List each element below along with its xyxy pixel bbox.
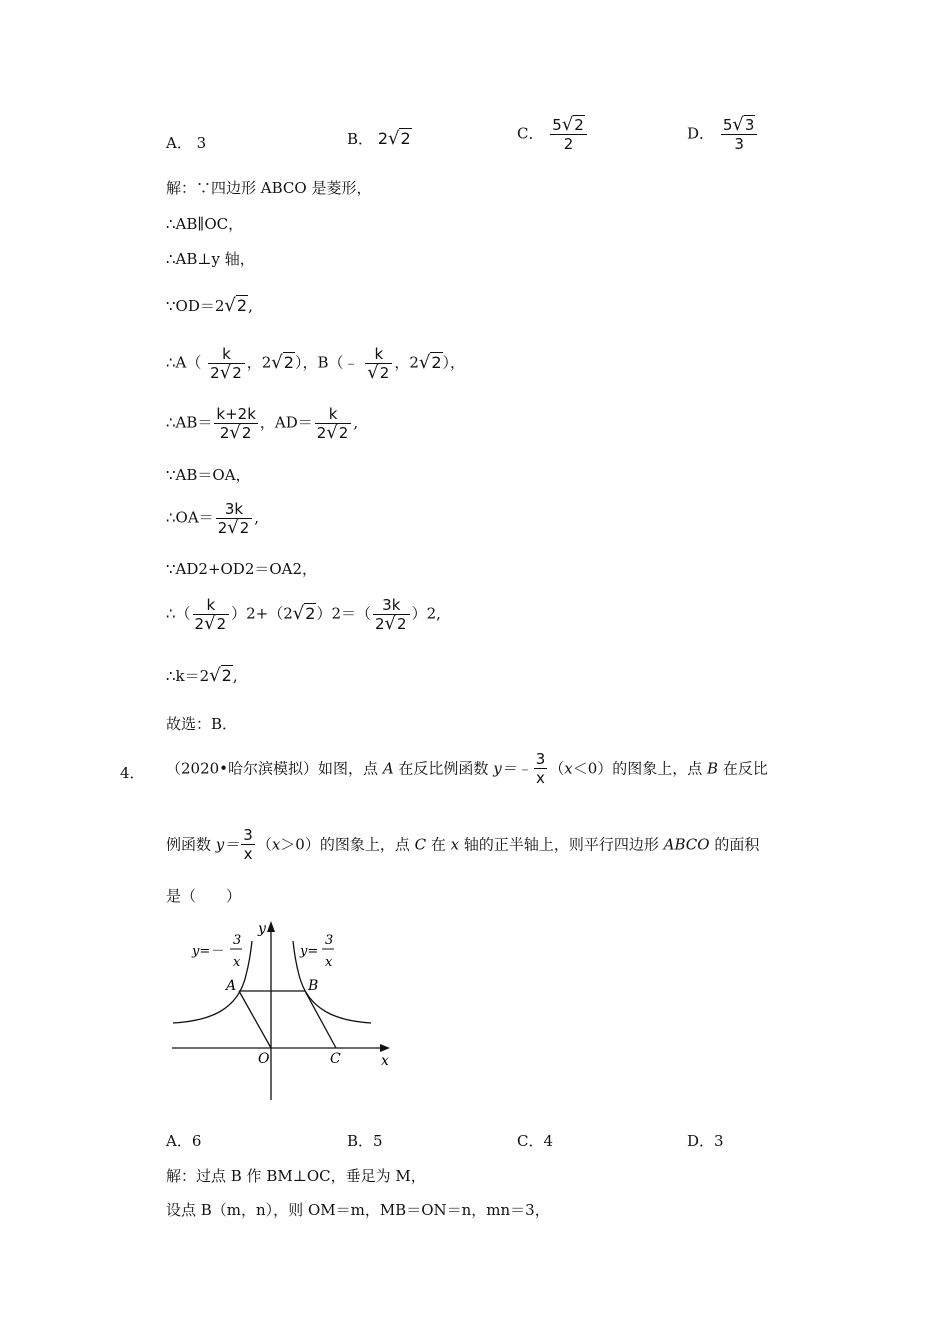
text: ），	[442, 353, 466, 372]
label-o: O	[258, 1051, 270, 1067]
option-value: 5	[373, 1132, 383, 1150]
den-coef: 2	[219, 424, 230, 442]
text: ,	[254, 508, 260, 527]
segment-ao	[239, 991, 271, 1048]
text: ，2	[246, 353, 272, 372]
sqrt: √2	[367, 362, 390, 383]
left-frac-num: 3	[233, 933, 242, 948]
denominator: x	[243, 845, 253, 863]
option-letter: B．	[347, 130, 374, 148]
q3-sol-line-8	[166, 500, 259, 537]
sqrt: √2	[209, 665, 232, 686]
denominator: 2	[563, 135, 574, 153]
den-coef: 2	[210, 364, 220, 382]
sqrt: √2	[227, 517, 250, 538]
den-coef: 2	[217, 519, 228, 537]
q4-option-c	[517, 1130, 553, 1151]
radicand: 2	[241, 424, 252, 442]
text: ,	[353, 413, 359, 432]
fraction	[315, 405, 352, 442]
fraction	[721, 116, 758, 153]
denominator: 3	[734, 135, 744, 153]
text: ∴A（	[166, 353, 202, 372]
left-frac-den: x	[233, 955, 241, 970]
x-axis-arrow	[380, 1044, 390, 1052]
q4-option-d	[687, 1130, 724, 1151]
sqrt: √2	[384, 613, 407, 634]
q3-sol-line-6	[166, 405, 358, 442]
numerator: 3	[243, 826, 253, 844]
radicand: 3	[744, 116, 755, 134]
right-function-label: y=	[300, 944, 319, 959]
sqrt: √2	[388, 128, 411, 149]
q3-option-a	[166, 132, 206, 153]
option-value: 3	[714, 1132, 724, 1150]
text: ,	[248, 297, 253, 315]
text: 例函数	[166, 835, 216, 854]
text: 轴的正半轴上，则平行四边形	[459, 835, 664, 854]
right-frac-num: 3	[325, 933, 334, 948]
option-letter: D．	[687, 124, 715, 143]
label-a: A	[226, 978, 237, 994]
text: ＜0）的图象上，点	[572, 759, 708, 778]
label-c: C	[330, 1051, 341, 1067]
text: ∴（	[166, 604, 191, 623]
label-b: B	[308, 978, 319, 994]
radicand: 2	[305, 603, 316, 623]
numerator: 3k	[216, 500, 253, 519]
sqrt: √3	[732, 114, 755, 135]
q4-option-b	[347, 1130, 383, 1151]
fraction	[193, 596, 230, 633]
q4-stem-line-1	[166, 750, 768, 787]
numerator: 3	[535, 750, 546, 768]
numerator: k	[315, 405, 352, 424]
left-function-label: y=－	[192, 944, 224, 959]
sqrt: √2	[224, 295, 248, 316]
radicand: 2	[338, 424, 349, 442]
q3-sol-line-11	[166, 666, 238, 686]
option-letter: C．	[517, 124, 544, 143]
text: 如图，点	[318, 759, 383, 778]
den-coef: 2	[194, 615, 205, 633]
q3-option-d	[687, 116, 759, 153]
text: 在	[426, 835, 451, 854]
numerator: k	[365, 345, 392, 364]
fraction	[534, 750, 548, 787]
segment-bc	[305, 991, 336, 1048]
fraction	[550, 116, 587, 153]
radicand: 2	[221, 666, 232, 685]
sqrt: √2	[326, 422, 349, 443]
radicand: 2	[283, 352, 294, 372]
fraction	[208, 345, 245, 382]
text: ）2,	[411, 604, 441, 623]
radicand: 2	[239, 519, 250, 537]
variable: x	[564, 759, 573, 778]
q3-sol-line-4	[166, 296, 253, 316]
text: ，AD＝	[259, 413, 313, 432]
variable: x	[450, 835, 460, 854]
source: （2020•哈尔滨模拟）	[166, 759, 319, 778]
numerator: k	[208, 345, 245, 364]
fraction	[373, 596, 410, 633]
point-b: B	[707, 759, 719, 778]
text: ）2＝（	[316, 604, 371, 623]
sqrt: √2	[271, 351, 294, 373]
q4-option-a	[166, 1130, 201, 1151]
fraction	[365, 345, 392, 382]
radicand: 2	[216, 615, 227, 633]
text: ）2+（2	[231, 604, 293, 623]
text: 在反比例函数	[393, 759, 494, 778]
q4-stem-line-3: 是（ ）	[166, 887, 242, 905]
radicand: 2	[397, 615, 407, 633]
sqrt: √2	[561, 114, 584, 135]
numerator: 3k	[373, 596, 410, 615]
q3-sol-line-7: ∵AB＝OA，	[166, 466, 251, 484]
q4-sol-line-2: 设点 B（m，n），则 OM＝m，MB＝ON＝n，mn＝3，	[166, 1201, 550, 1219]
radicand: 2	[232, 364, 242, 382]
shape-name: ABCO	[663, 835, 710, 854]
q3-answer: 故选：B．	[166, 715, 238, 733]
text: ∴AB＝	[166, 413, 213, 432]
q4-number: 4．	[120, 764, 145, 782]
text: ∴OA＝	[166, 508, 214, 527]
sqrt: √2	[229, 422, 252, 443]
q3-option-b	[347, 128, 412, 149]
text: （	[256, 835, 272, 854]
option-value: 6	[191, 1132, 202, 1150]
num-coef: 5	[722, 116, 733, 134]
q4-figure	[168, 915, 400, 1105]
option-letter: B．	[347, 1132, 374, 1150]
sqrt: √2	[219, 362, 242, 383]
num-coef: 5	[552, 116, 562, 134]
option-letter: A．	[166, 1132, 192, 1150]
q3-option-c	[517, 116, 589, 153]
point-c: C	[414, 835, 427, 854]
option-letter: A．	[166, 134, 192, 152]
text: ＞0）的图象上，点	[280, 835, 415, 854]
option-value: 4	[543, 1132, 554, 1150]
option-coef: 2	[377, 129, 388, 148]
sqrt: √2	[204, 613, 227, 634]
right-frac-den: x	[325, 955, 333, 970]
q3-sol-line-10	[166, 596, 441, 633]
q4-stem-line-2	[166, 826, 759, 863]
text: ,	[232, 667, 238, 685]
q3-sol-line-1: 解：∵四边形 ABCO 是菱形，	[166, 179, 372, 197]
q3-sol-line-2: ∴AB∥OC，	[166, 215, 244, 233]
text: ∵OD＝2	[166, 297, 225, 315]
fraction	[216, 500, 253, 537]
option-letter: D．	[687, 1132, 715, 1150]
q3-sol-line-3: ∴AB⊥y 轴，	[166, 250, 255, 268]
text: ∴k＝2	[166, 667, 210, 685]
numerator: k+2k	[216, 405, 256, 423]
variable: x	[271, 835, 281, 854]
q3-sol-line-5	[166, 345, 465, 382]
function-lhs: y＝	[215, 835, 240, 854]
fraction	[241, 826, 255, 863]
option-value: 3	[196, 134, 207, 152]
sqrt: √2	[292, 602, 316, 624]
y-axis-label: y	[258, 921, 266, 937]
numerator: k	[193, 596, 230, 615]
function-lhs: y＝﹣	[493, 759, 532, 778]
radicand: 2	[574, 116, 584, 134]
denominator: x	[536, 769, 545, 787]
x-axis-label: x	[381, 1053, 389, 1069]
radicand: 2	[379, 364, 390, 382]
fraction	[214, 405, 258, 442]
den-coef: 2	[316, 424, 327, 442]
q3-sol-line-9: ∵AD2+OD2＝OA2，	[166, 560, 318, 578]
radicand: 2	[236, 296, 248, 315]
text: 在反比	[718, 759, 768, 778]
text: 的面积	[709, 835, 760, 854]
y-axis-arrow	[267, 921, 275, 932]
radicand: 2	[400, 129, 411, 148]
point-a: A	[382, 759, 394, 778]
sqrt: √2	[418, 351, 442, 373]
text: （	[549, 759, 565, 778]
text: ，2	[394, 353, 419, 372]
radicand: 2	[431, 352, 442, 372]
text: ），B（﹣	[294, 353, 359, 372]
den-coef: 2	[375, 615, 385, 633]
q4-sol-line-1: 解：过点 B 作 BM⊥OC，垂足为 M，	[166, 1167, 426, 1185]
option-letter: C．	[517, 1132, 544, 1150]
